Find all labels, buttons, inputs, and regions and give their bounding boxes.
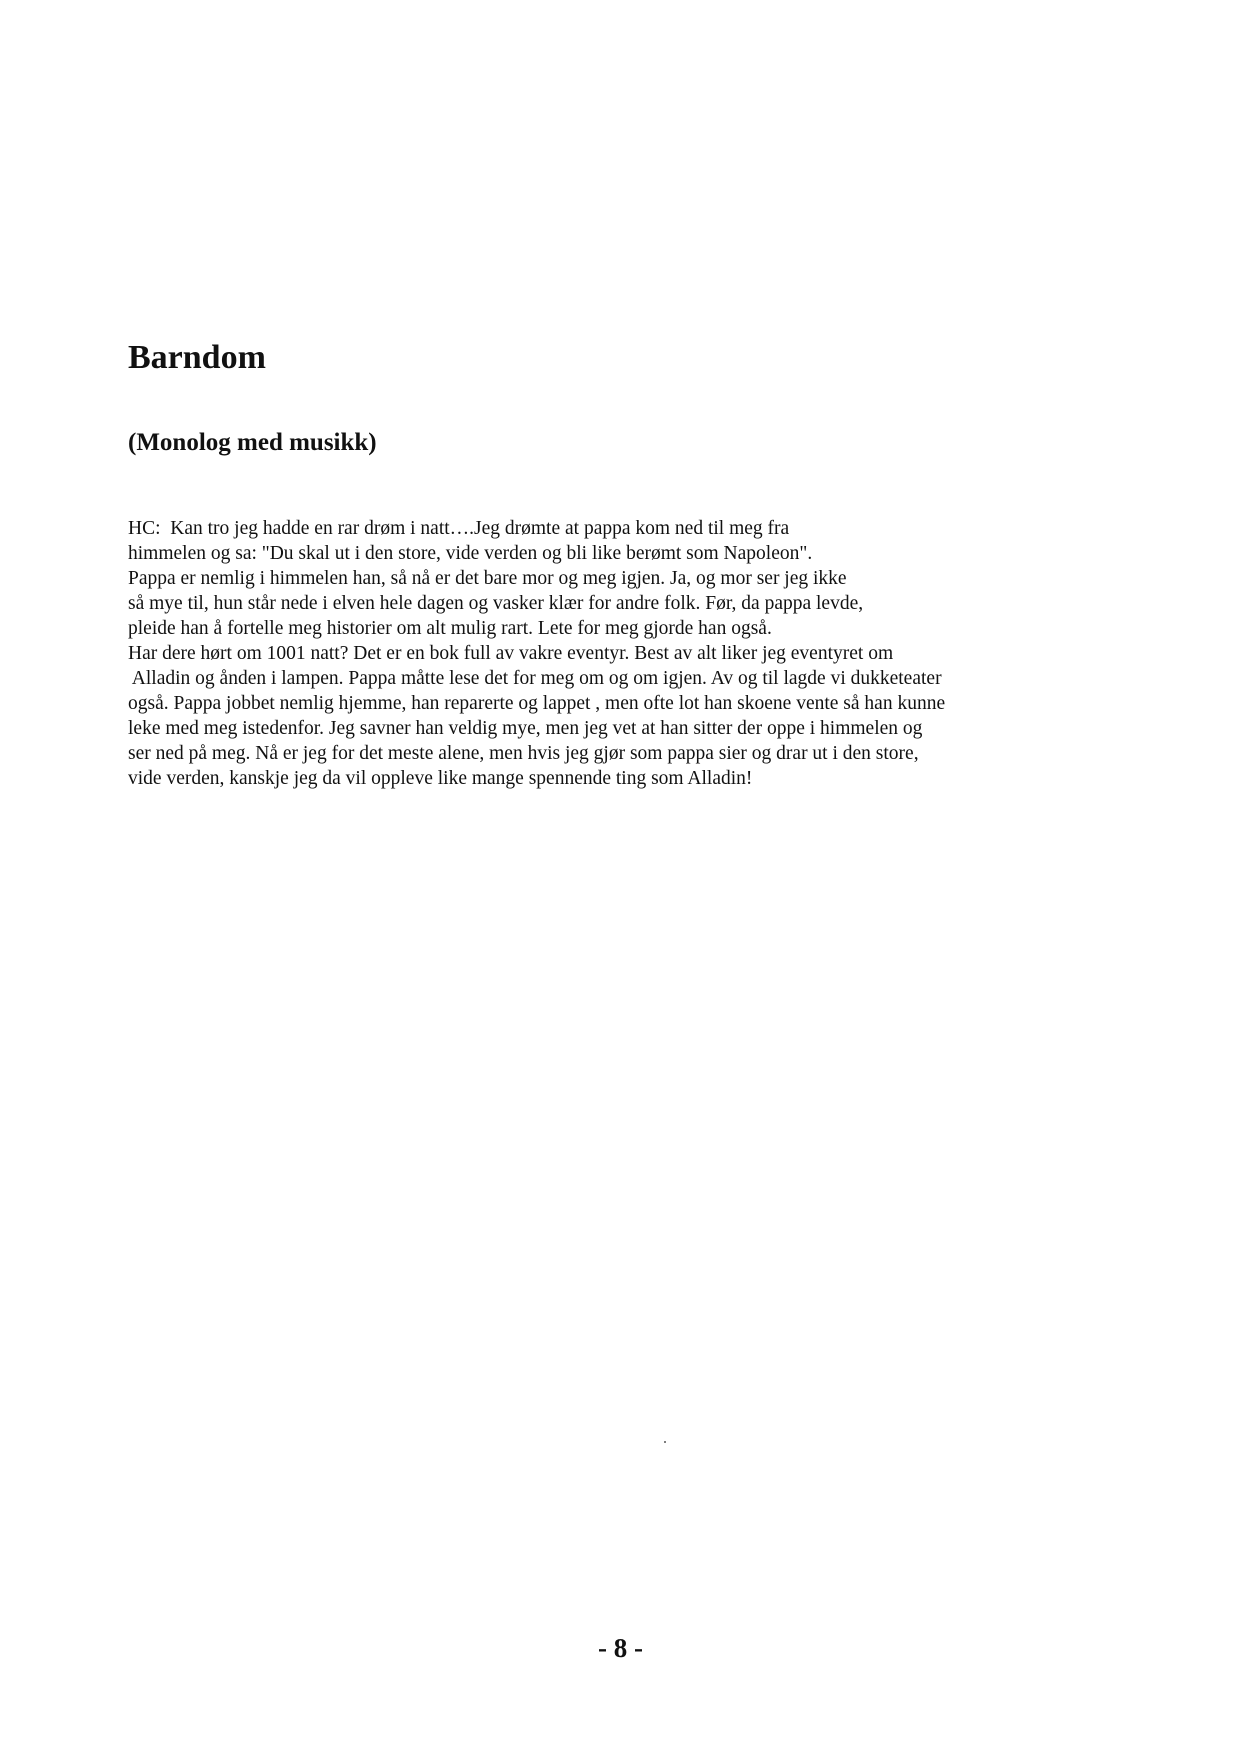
text-line: leke med meg istedenfor. Jeg savner han veldig mye, men jeg vet at han sitter der oppe i himmelen og (128, 718, 923, 739)
monologue-text (128, 516, 1128, 791)
text-line: så mye til, hun står nede i elven hele dagen og vasker klær for andre folk. Før, da pappa levde, (128, 593, 864, 614)
page-number: - 8 - (598, 1633, 643, 1663)
page-subtitle: (Monolog med musikk) (128, 429, 377, 456)
scan-speck (664, 1441, 666, 1443)
text-line: pleide han å fortelle meg historier om alt mulig rart. Lete for meg gjorde han også. (128, 618, 772, 639)
page-title: Barndom (128, 339, 266, 376)
text-line: Har dere hørt om 1001 natt? Det er en bok full av vakre eventyr. Best av alt liker jeg eventyret om (128, 643, 894, 664)
text-line: også. Pappa jobbet nemlig hjemme, han reparerte og lappet , men ofte lot han skoene vente så han kunne (128, 693, 946, 714)
text-line: vide verden, kanskje jeg da vil oppleve like mange spennende ting som Alladin! (128, 768, 753, 789)
text-line: HC: Kan tro jeg hadde en rar drøm i natt….Jeg drømte at pappa kom ned til meg fra (128, 518, 790, 539)
text-line: Alladin og ånden i lampen. Pappa måtte lese det for meg om og om igjen. Av og til lagde vi dukketeater (128, 668, 942, 689)
text-line: Pappa er nemlig i himmelen han, så nå er det bare mor og meg igjen. Ja, og mor ser jeg ikke (128, 568, 847, 589)
text-line: ser ned på meg. Nå er jeg for det meste alene, men hvis jeg gjør som pappa sier og drar ut i den store, (128, 743, 919, 764)
text-line: himmelen og sa: "Du skal ut i den store, vide verden og bli like berømt som Napoleon". (128, 543, 813, 564)
